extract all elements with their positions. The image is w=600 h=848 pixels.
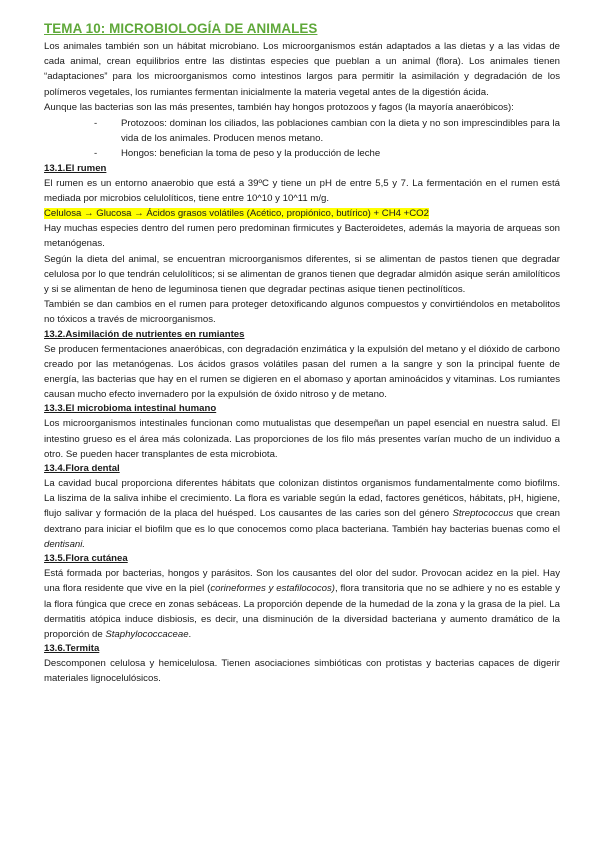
list-item: - Hongos: benefician la toma de peso y la producción de leche xyxy=(94,146,560,161)
rumen-paragraph-4: También se dan cambios en el rumen para proteger detoxificando algunos compuestos y convirtiéndolos en metabolitos no tóxicos a través de microorganismos. xyxy=(44,299,560,326)
flora-dental-italic-species: dentisani. xyxy=(44,538,86,550)
page-title: TEMA 10: MICROBIOLOGÍA DE ANIMALES xyxy=(44,21,318,36)
intro-paragraph-1: Los animales también son un hábitat microbiano. Los microorganismos están adaptados a las dietas y a las vidas de cada animal, crean equilibrios entre las distintas especies que pueblan a un animal (flora). Los animales tienen “adaptaciones” para los microorganismos como intestinos largos para permitir la asimilación y degradación de los polímeros vegetales, los rumiantes fermentan inicialmente la materia vegetal antes de la digestión ácida. xyxy=(44,41,560,98)
section-heading-microbioma: 13.3.El microbioma intestinal humano xyxy=(44,403,217,415)
section-heading-flora-dental: 13.4.Flora dental xyxy=(44,463,120,475)
flora-dental-italic-genus: Streptococcus xyxy=(452,508,514,520)
flora-dental-text-a: La cavidad bucal proporciona diferentes hábitats que colonizan distintos organismos fundamentalmente como biofilms. La liszima de la saliva inhibe el crecimiento. La flora es variable según la edad, factores genéticos, hábitats, pH, higiene, flujo salivar y formación de la placa del huésped. Los causantes de las caries son del género xyxy=(44,478,560,520)
section-heading-flora-cutanea: 13.5.Flora cutánea xyxy=(44,553,128,565)
flora-cutanea-text-b: , flora transitoria que no se adhiere y no es estable y la flora fúngica que crece en zonas sebáceas. La proporción depende de la humedad de la zona y la grasa de la piel. La dermatitis atópica induce disbiosis, es decir, una disminución de la diversidad bacteriana y aumento dramático de la proporción de xyxy=(44,583,561,640)
intro-list xyxy=(44,116,560,162)
rumen-paragraph-2: Hay muchas especies dentro del rumen pero predominan firmicutes y Bacteroidetes, además la mayoria de arqueas son metanógenas. xyxy=(44,223,560,250)
asimilacion-paragraph: Se producen fermentaciones anaeróbicas, con degradación enzimática y la expulsión del metano y el dióxido de carbono creado por las metanógenas. Los ácidos grasos volátiles pasan del rumen a la sangre y son la principal fuente de energía, las bacterias que hay en el rumen se digieren en el abomaso y aportan aminoácidos y vitaminas. Los rumiantes causan mucho efecto invernadero por la expulsión de óxido nitroso y de metano. xyxy=(44,343,560,401)
flora-cutanea-text-c: . xyxy=(188,628,192,640)
microbioma-paragraph: Los microorganismos intestinales funcionan como mutualistas que desempeñan un papel esencial en nuestra salud. El intestino grueso es el área más colonizada. Las proporciones de los filo más presentes varían mucho de un individuo a otro. Se pueden hacer transplantes de esta microbiota. xyxy=(44,418,560,460)
highlighted-equation: Celulosa → Glucosa → Ácidos grasos volátiles (Acético, propiónico, butírico) + CH4 +CO2 xyxy=(44,208,429,220)
section-heading-termita: 13.6.Termita xyxy=(44,643,100,655)
flora-dental-paragraph xyxy=(44,476,560,552)
flora-cutanea-text-a: Está formada por bacterias, hongos y parásitos. Son los causantes del olor del sudor. Provocan acidez en la piel. Hay una flora residente que vive en la piel ( xyxy=(44,568,560,595)
document-page xyxy=(44,20,560,687)
rumen-paragraph-1: El rumen es un entorno anaerobio que está a 39ºC y tiene un pH de entre 5,5 y 7. La fermentación en el rumen está mediada por microbios celulolíticos, tiene entre 10^10 y 10^11 m/g. xyxy=(44,177,560,204)
flora-cutanea-paragraph xyxy=(44,566,560,642)
section-heading-asimilacion: 13.2.Asimilación de nutrientes en rumiantes xyxy=(44,328,245,340)
flora-cutanea-italic-1: corineformes y estafilococos) xyxy=(210,583,335,595)
section-heading-rumen: 13.1.El rumen xyxy=(44,162,107,174)
intro-paragraph-2: Aunque las bacterias son las más presentes, también hay hongos protozoos y fagos (la mayoría anaeróbicos): xyxy=(44,101,514,113)
flora-dental-text-b: que crean dextrano para iniciar el biofilm que es lo que conocemos como placa bacteriana. También hay bacterias buenas como el xyxy=(44,508,560,535)
rumen-paragraph-3: Según la dieta del animal, se encuentran microorganismos diferentes, si se alimentan de pastos tienen que degradar celulosa por lo que tendrán celulolíticos; si se alimentan de granos tienen que degradar almidón asique serán amilolíticos y si se alimentan de heno de leguminosa tienen que degradar pectinas asique tienen pectinolíticos. xyxy=(44,253,560,296)
termita-paragraph: Descomponen celulosa y hemicelulosa. Tienen asociaciones simbióticas con protistas y bacterias capaces de digerir materiales lignocelulósicos. xyxy=(44,658,560,685)
flora-cutanea-italic-2: Staphylococcaceae xyxy=(105,628,189,640)
list-item: - Protozoos: dominan los ciliados, las poblaciones cambian con la dieta y no son imprescindibles para la vida de los animales. Producen menos metano. xyxy=(94,116,560,146)
